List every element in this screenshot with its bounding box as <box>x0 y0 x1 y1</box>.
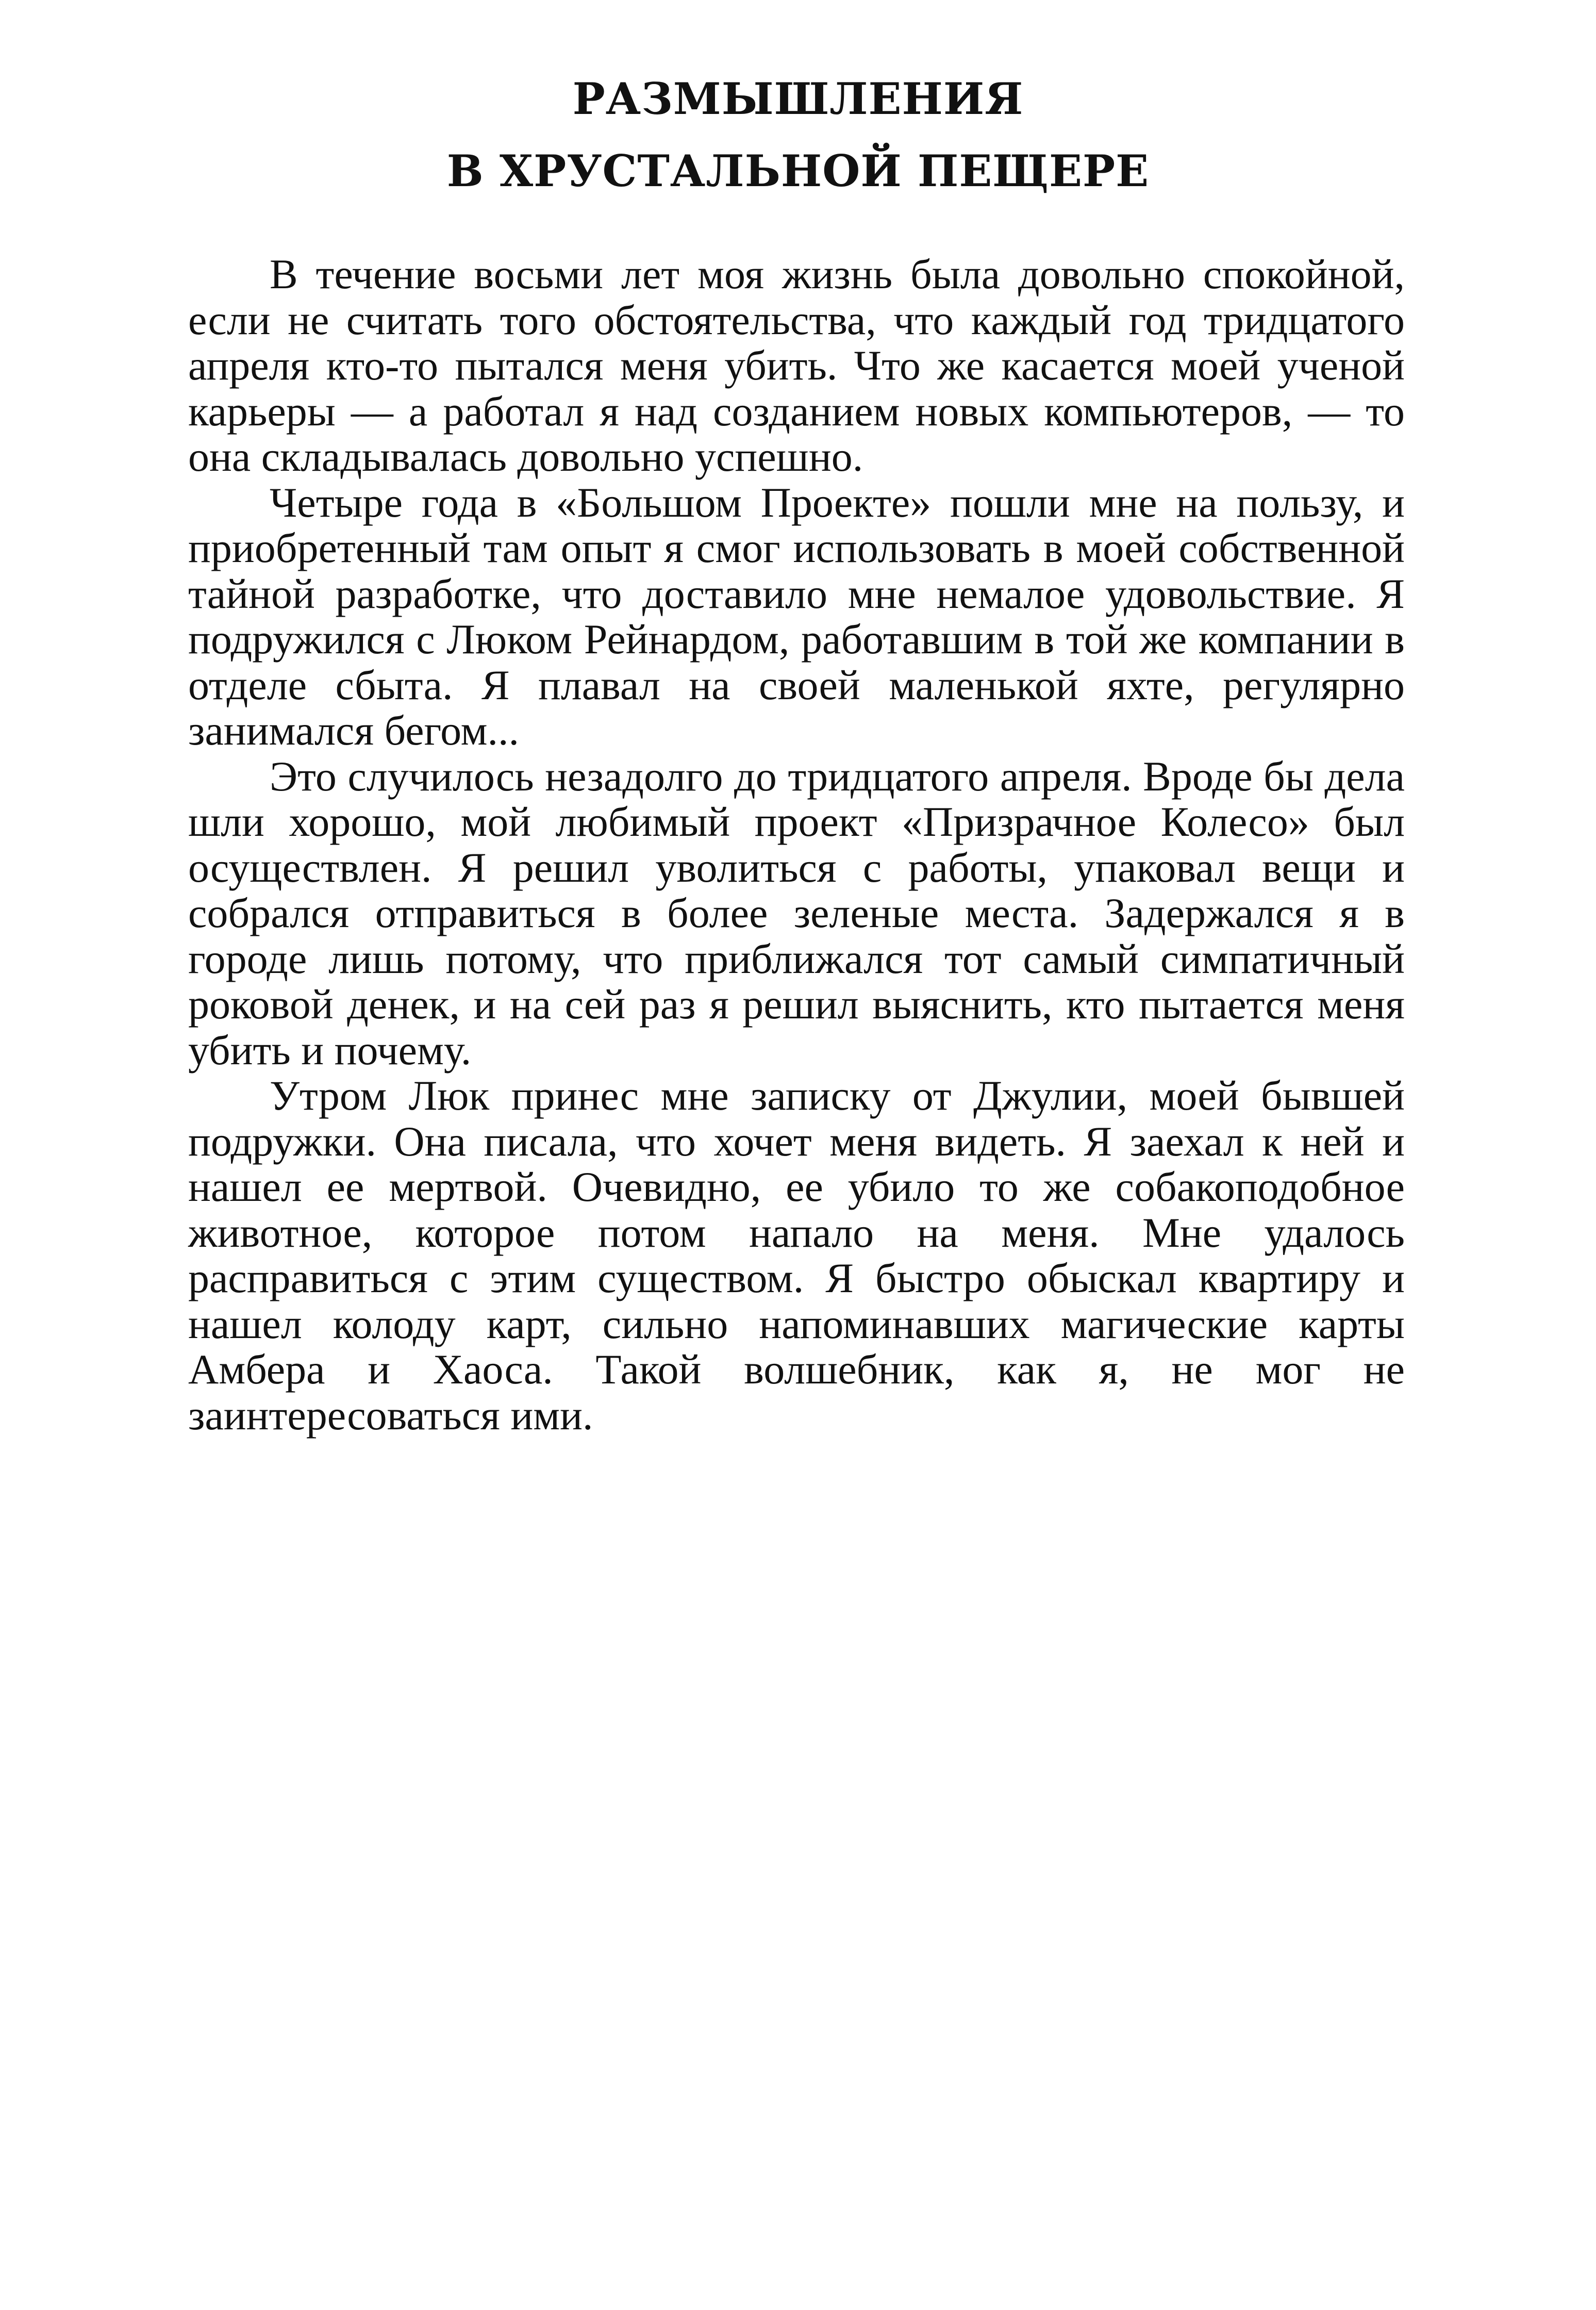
paragraph-3: Это случилось незадолго до тридцатого апреля. Вроде бы дела шли хорошо, мой любимый проект «Призрачное Колесо» был осуществлен. Я решил уволиться с работы, упаковал вещи и собрался отправиться в более зеленые места. Задержался я в городе лишь потому, что приближался тот самый симпатичный роковой денек, и на сей раз я решил выяснить, кто пытается меня убить и почему. <box>188 752 1405 1074</box>
chapter-title-line-1: РАЗМЫШЛЕНИЯ <box>572 73 1024 124</box>
paragraph-1: В течение восьми лет моя жизнь была довольно спокойной, если не считать того обстоятельства, что каждый год тридцатого апреля кто-то пытался меня убить. Что же касается моей ученой карьеры — а работал я над созданием новых компьютеров, — то она складывалась довольно успешно. <box>188 251 1405 480</box>
paragraph-4: Утром Люк принес мне записку от Джулии, моей бывшей подружки. Она писала, что хочет меня видеть. Я заехал к ней и нашел ее мертвой. Очевидно, ее убило то же собакоподобное животное, которое потом напало на меня. Мне удалось расправиться с этим существом. Я быстро обыскал квартиру и нашел колоду карт, сильно напоминавших магические карты Амбера и Хаоса. Такой волшебник, как я, не мог не заинтересоваться ими. <box>188 1072 1405 1439</box>
paragraph-2: Четыре года в «Большом Проекте» пошли мне на пользу, и приобретенный там опыт я смог использовать в моей собственной тайной разработке, что доставило мне немалое удовольствие. Я подружился с Люком Рейнардом, работавшим в той же компании в отделе сбыта. Я плавал на своей маленькой яхте, регулярно занимался бегом... <box>188 478 1405 754</box>
chapter-title-line-2: В ХРУСТАЛЬНОЙ ПЕЩЕРЕ <box>446 145 1150 196</box>
chapter-body <box>188 252 1405 1438</box>
